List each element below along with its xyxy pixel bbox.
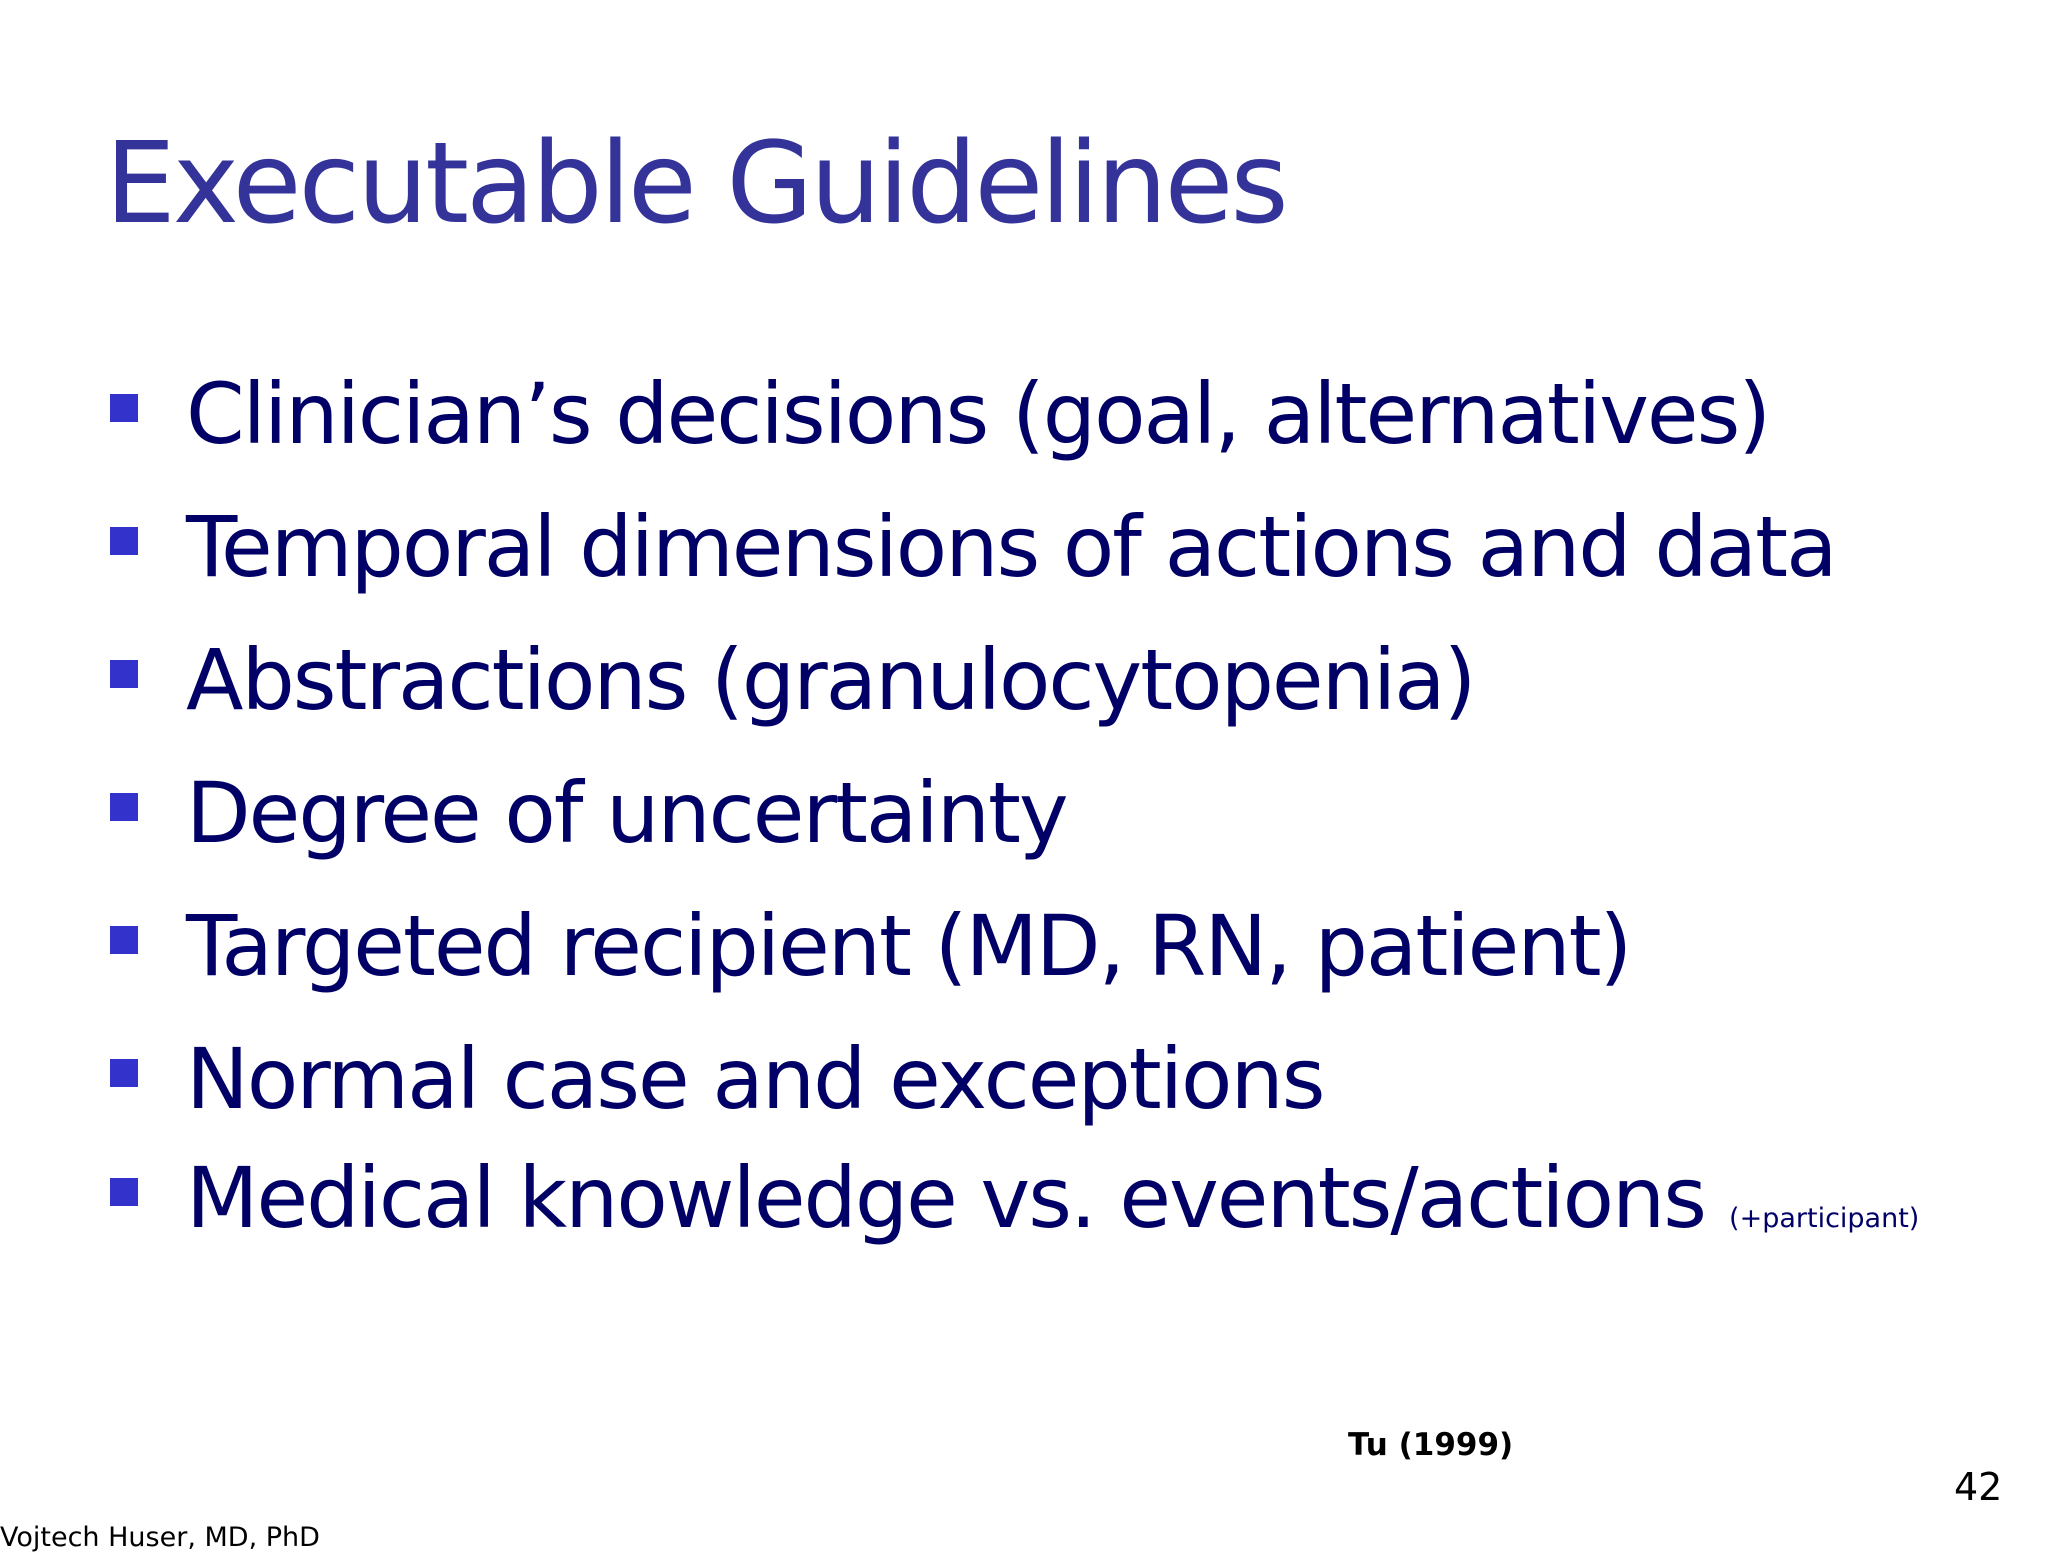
bullet-text: Targeted recipient (MD, RN, patient) <box>186 897 1631 995</box>
bullet-text: Clinician’s decisions (goal, alternatives) <box>186 365 1770 463</box>
bullet-note: (+participant) <box>1729 1203 1920 1234</box>
bullet-text: Normal case and exceptions <box>186 1030 1324 1128</box>
bullet-main-text: Medical knowledge vs. events/actions <box>186 1149 1706 1247</box>
bullet-text: Abstractions (granulocytopenia) <box>186 631 1475 729</box>
square-bullet-icon <box>110 793 138 821</box>
bullet-text: Temporal dimensions of actions and data <box>186 498 1836 596</box>
square-bullet-icon <box>110 1178 138 1206</box>
square-bullet-icon <box>110 394 138 422</box>
square-bullet-icon <box>110 926 138 954</box>
citation: Tu (1999) <box>1348 1427 1514 1463</box>
bullet-text <box>186 1149 1920 1247</box>
author-footer: Vojtech Huser, MD, PhD <box>0 1522 320 1553</box>
bullet-text: Degree of uncertainty <box>186 764 1067 862</box>
square-bullet-icon <box>110 660 138 688</box>
slide-title: Executable Guidelines <box>105 119 1286 249</box>
page-number: 42 <box>1954 1465 2003 1509</box>
square-bullet-icon <box>110 1059 138 1087</box>
square-bullet-icon <box>110 527 138 555</box>
